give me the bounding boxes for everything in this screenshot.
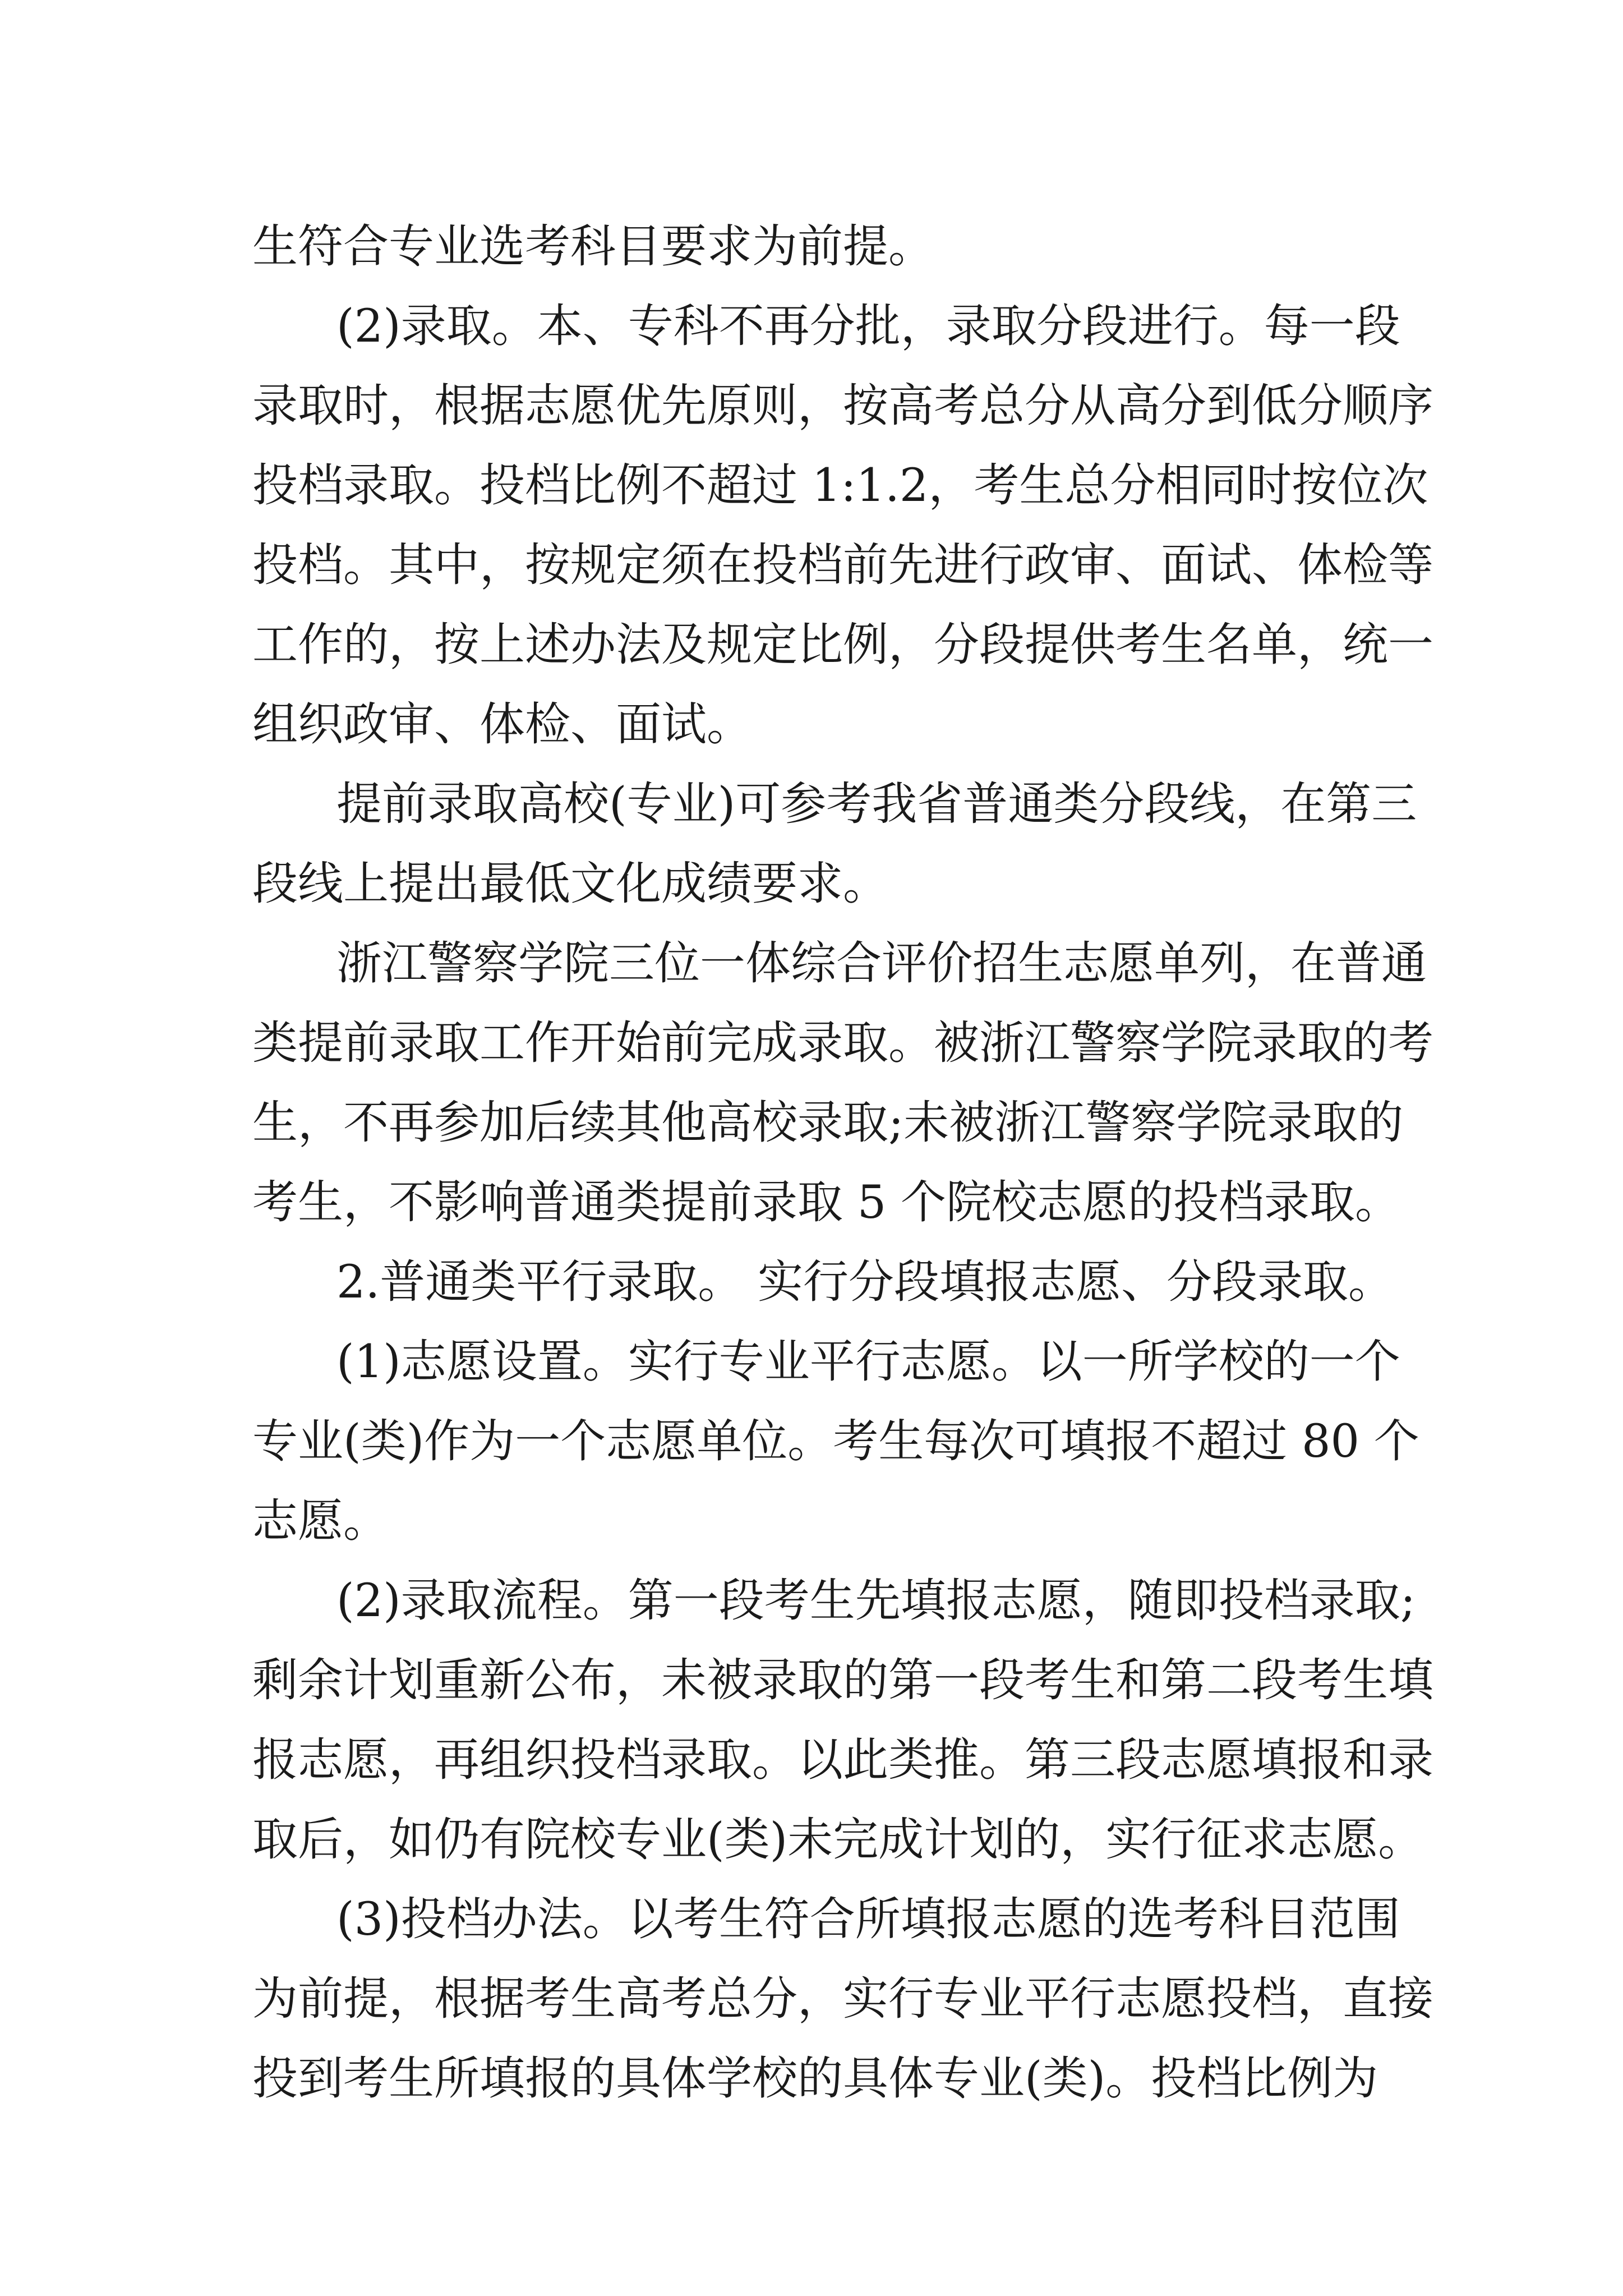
text-line: 类提前录取工作开始前完成录取。被浙江警察学院录取的考 xyxy=(252,1017,1434,1070)
text-line: 投档录取。投档比例不超过 1:1.2，考生总分相同时按位次 xyxy=(252,459,1428,512)
text-line: 生符合专业选考科目要求为前提。 xyxy=(252,220,934,273)
section-heading-line: 2.普通类平行录取。 实行分段填报志愿、分段录取。 xyxy=(336,1256,1394,1309)
paragraph-start-line: (2)录取流程。第一段考生先填报志愿，随即投档录取; xyxy=(336,1575,1416,1627)
text-line: 录取时，根据志愿优先原则，按高考总分从高分到低分顺序 xyxy=(252,380,1434,432)
paragraph-start-line: 提前录取高校(专业)可参考我省普通类分段线，在第三 xyxy=(336,778,1417,831)
text-line: 投到考生所填报的具体学校的具体专业(类)。投档比例为 xyxy=(252,2053,1378,2105)
text-line: 取后，如仍有院校专业(类)未完成计划的，实行征求志愿。 xyxy=(252,1814,1424,1866)
text-line: 组织政审、体检、面试。 xyxy=(252,698,753,751)
paragraph-start-line: (2)录取。本、专科不再分批，录取分段进行。每一段 xyxy=(336,300,1400,353)
text-line: 专业(类)作为一个志愿单位。考生每次可填报不超过 80 个 xyxy=(252,1415,1419,1468)
paragraph-start-line: (3)投档办法。以考生符合所填报志愿的选考科目范围 xyxy=(336,1893,1400,1946)
text-line: 为前提，根据考生高考总分，实行专业平行志愿投档，直接 xyxy=(252,1973,1434,2026)
paragraph-start-line: 浙江警察学院三位一体综合评价招生志愿单列，在普通 xyxy=(336,937,1427,990)
text-line: 志愿。 xyxy=(252,1495,389,1548)
text-line: 报志愿，再组织投档录取。以此类推。第三段志愿填报和录 xyxy=(252,1734,1434,1787)
text-line: 投档。其中，按规定须在投档前先进行政审、面试、体检等 xyxy=(252,539,1434,592)
text-line: 段线上提出最低文化成绩要求。 xyxy=(252,858,889,910)
text-line: 考生，不影响普通类提前录取 5 个院校志愿的投档录取。 xyxy=(252,1176,1401,1229)
paragraph-start-line: (1)志愿设置。实行专业平行志愿。以一所学校的一个 xyxy=(336,1336,1400,1388)
text-line: 工作的，按上述办法及规定比例，分段提供考生名单，统一 xyxy=(252,619,1434,671)
text-line: 生，不再参加后续其他高校录取;未被浙江警察学院录取的 xyxy=(252,1097,1404,1149)
text-line: 剩余计划重新公布，未被录取的第一段考生和第二段考生填 xyxy=(252,1654,1434,1707)
